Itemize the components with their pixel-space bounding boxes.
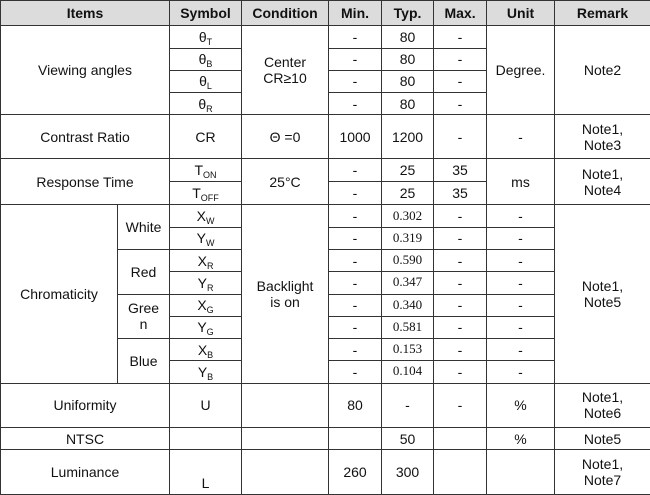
symbol-cell: $X_R$ [170,249,242,271]
max-cell: - [434,272,487,294]
header-row [1,1,650,26]
viewing-row-t [1,26,650,48]
response-unit: ms [487,158,555,205]
chroma-row-xw [1,205,650,227]
min-cell: - [329,227,382,249]
max-cell: 35 [434,158,487,181]
contrast-typ: 1200 [382,115,434,159]
typ-cell: 0.347 [382,272,434,294]
min-cell: - [329,70,382,92]
luminance-label: Luminance [1,450,170,495]
uniformity-unit: % [487,383,555,428]
unit-cell: - [487,361,555,383]
chromaticity-condition: Backlight is on [242,205,329,383]
ntsc-label: NTSC [1,428,170,450]
color-blue-label: Blue [118,339,170,384]
header-min: Min. [329,1,382,26]
typ-cell: 80 [382,70,434,92]
typ-cell: 80 [382,48,434,70]
typ-cell: 0.340 [382,294,434,316]
typ-cell: 80 [382,93,434,115]
contrast-unit: - [487,115,555,159]
unit-cell: - [487,294,555,316]
unit-cell: - [487,339,555,361]
typ-cell: 25 [382,158,434,181]
contrast-symbol: CR [170,115,242,159]
symbol-cell: $T_{OFF}$ [170,182,242,205]
unit-cell: - [487,227,555,249]
uniformity-typ: - [382,383,434,428]
max-cell: - [434,316,487,338]
typ-cell: 0.104 [382,361,434,383]
typ-cell: 0.590 [382,249,434,271]
uniformity-condition [242,383,329,428]
symbol-cell: $Y_B$ [170,361,242,383]
color-green-label: Gree n [118,294,170,339]
min-cell: - [329,339,382,361]
symbol-cell: $\theta_L$ [170,70,242,92]
luminance-min: 260 [329,450,382,495]
luminance-typ: 300 [382,450,434,495]
min-cell: - [329,205,382,227]
luminance-symbol: L [170,450,242,495]
min-cell: - [329,26,382,48]
contrast-condition: Θ =0 [242,115,329,159]
symbol-cell: $\theta_T$ [170,26,242,48]
ntsc-symbol [170,428,242,450]
max-cell: - [434,294,487,316]
max-cell: - [434,227,487,249]
typ-cell: 0.581 [382,316,434,338]
contrast-min: 1000 [329,115,382,159]
uniformity-row [1,383,650,428]
viewing-remark: Note2 [555,26,650,115]
max-cell: - [434,205,487,227]
response-time-label: Response Time [1,158,170,205]
min-cell: - [329,272,382,294]
typ-cell: 25 [382,182,434,205]
symbol-cell: $X_W$ [170,205,242,227]
unit-cell: - [487,316,555,338]
ntsc-typ: 50 [382,428,434,450]
min-cell: - [329,249,382,271]
uniformity-label: Uniformity [1,383,170,428]
uniformity-symbol: U [170,383,242,428]
symbol-cell: $\theta_B$ [170,48,242,70]
uniformity-max: - [434,383,487,428]
symbol-cell: $\theta_R$ [170,93,242,115]
contrast-max: - [434,115,487,159]
viewing-unit: Degree. [487,26,555,115]
min-cell: - [329,361,382,383]
contrast-row [1,115,650,159]
color-red-label: Red [118,249,170,294]
response-row-on [1,158,650,181]
luminance-condition [242,450,329,495]
response-condition: 25°C [242,158,329,205]
min-cell: - [329,158,382,181]
typ-cell: 80 [382,26,434,48]
uniformity-min: 80 [329,383,382,428]
min-cell: - [329,93,382,115]
min-cell: - [329,294,382,316]
header-typ: Typ. [382,1,434,26]
max-cell: 35 [434,182,487,205]
symbol-cell: $X_B$ [170,339,242,361]
ntsc-condition [242,428,329,450]
luminance-unit [487,450,555,495]
color-white-label: White [118,205,170,250]
unit-cell: - [487,272,555,294]
min-cell: - [329,48,382,70]
min-cell: - [329,316,382,338]
unit-cell: - [487,205,555,227]
max-cell: - [434,249,487,271]
min-cell: - [329,182,382,205]
luminance-row [1,450,650,495]
ntsc-row [1,428,650,450]
max-cell: - [434,48,487,70]
max-cell: - [434,26,487,48]
contrast-ratio-label: Contrast Ratio [1,115,170,159]
luminance-max [434,450,487,495]
symbol-cell: $X_G$ [170,294,242,316]
symbol-cell: $Y_W$ [170,227,242,249]
max-cell: - [434,70,487,92]
header-symbol: Symbol [170,1,242,26]
symbol-cell: $Y_R$ [170,272,242,294]
unit-cell: - [487,249,555,271]
symbol-cell: $T_{ON}$ [170,158,242,181]
ntsc-remark: Note5 [555,428,650,450]
header-remark: Remark [555,1,650,26]
max-cell: - [434,93,487,115]
max-cell: - [434,361,487,383]
response-remark: Note1, Note4 [555,158,650,205]
header-items: Items [1,1,170,26]
ntsc-max [434,428,487,450]
header-condition: Condition [242,1,329,26]
ntsc-unit: % [487,428,555,450]
ntsc-min [329,428,382,450]
chromaticity-remark: Note1, Note5 [555,205,650,383]
symbol-cell: $Y_G$ [170,316,242,338]
uniformity-remark: Note1, Note6 [555,383,650,428]
typ-cell: 0.319 [382,227,434,249]
typ-cell: 0.302 [382,205,434,227]
header-max: Max. [434,1,487,26]
chromaticity-label: Chromaticity [1,205,118,383]
viewing-condition: Center CR≥10 [242,26,329,115]
contrast-remark: Note1, Note3 [555,115,650,159]
header-unit: Unit [487,1,555,26]
viewing-angles-label: Viewing angles [1,26,170,115]
typ-cell: 0.153 [382,339,434,361]
max-cell: - [434,339,487,361]
luminance-remark: Note1, Note7 [555,450,650,495]
